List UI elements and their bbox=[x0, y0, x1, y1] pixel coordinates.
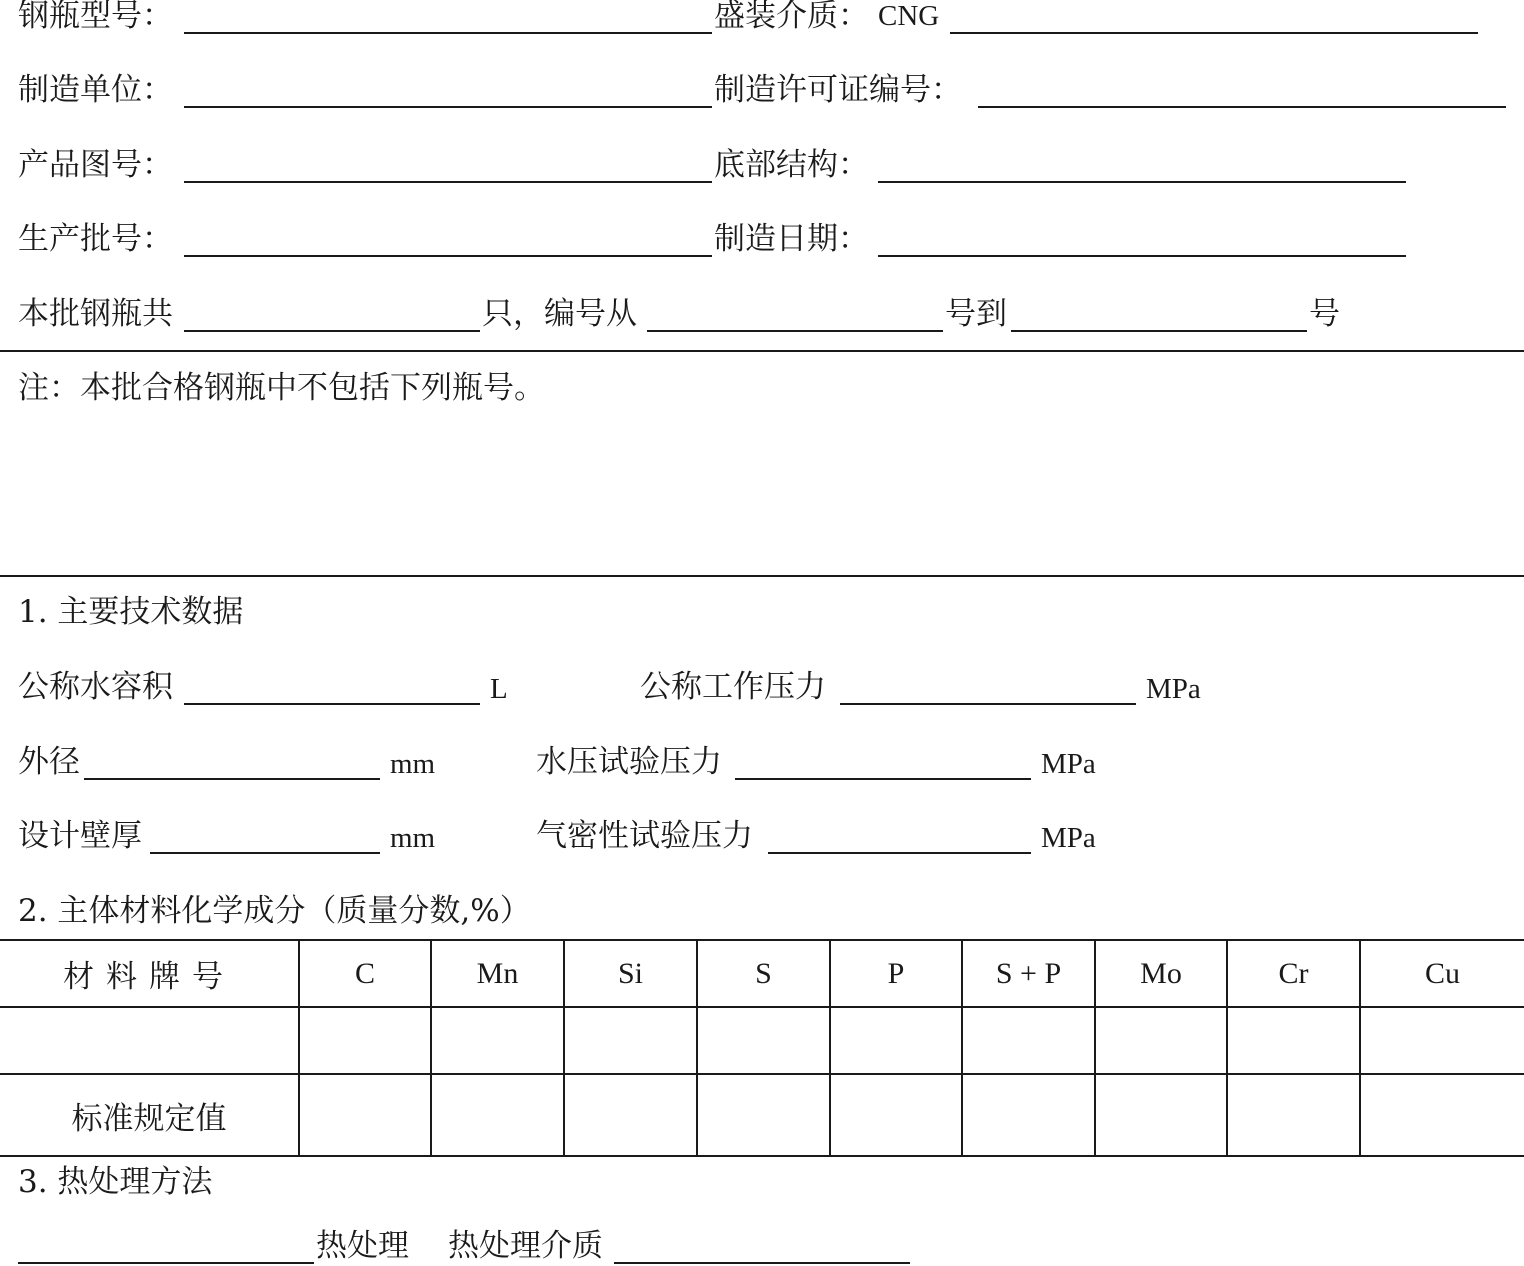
std-cr[interactable] bbox=[1227, 1074, 1360, 1156]
license-field[interactable] bbox=[978, 106, 1506, 108]
drawing-no-label: 产品图号： bbox=[18, 147, 173, 183]
header-c: C bbox=[299, 940, 431, 1007]
license-label: 制造许可证编号： bbox=[714, 72, 962, 108]
chemical-composition-table bbox=[0, 939, 1524, 1157]
header-cu: Cu bbox=[1360, 940, 1524, 1007]
header-p: P bbox=[830, 940, 962, 1007]
batch-count-prefix: 本批钢瓶共 bbox=[18, 296, 173, 332]
cell-p[interactable] bbox=[830, 1007, 962, 1074]
nominal-volume-field[interactable] bbox=[184, 703, 480, 705]
manufacturer-label: 制造单位： bbox=[18, 72, 173, 108]
cell-s-plus-p[interactable] bbox=[962, 1007, 1095, 1074]
excluded-serials-area[interactable] bbox=[18, 412, 1508, 562]
batch-count-mid: 只，编号从 bbox=[482, 296, 637, 332]
medium-field[interactable] bbox=[950, 32, 1478, 34]
std-mo[interactable] bbox=[1095, 1074, 1227, 1156]
std-si[interactable] bbox=[564, 1074, 697, 1156]
batch-count-suffix: 号 bbox=[1309, 296, 1340, 332]
hydro-test-field[interactable] bbox=[735, 778, 1031, 780]
cylinder-model-label: 钢瓶型号： bbox=[18, 0, 173, 34]
serial-to-field[interactable] bbox=[1011, 330, 1307, 332]
std-cu[interactable] bbox=[1360, 1074, 1524, 1156]
section2-title: 2. 主体材料化学成分（质量分数,%） bbox=[18, 893, 531, 929]
header-material-grade: 材料牌号 bbox=[0, 940, 299, 1007]
cell-c[interactable] bbox=[299, 1007, 431, 1074]
std-s[interactable] bbox=[697, 1074, 830, 1156]
cell-material-grade[interactable] bbox=[0, 1007, 299, 1074]
outer-diameter-unit: mm bbox=[390, 748, 436, 780]
serial-from-field[interactable] bbox=[647, 330, 943, 332]
leak-test-field[interactable] bbox=[768, 852, 1031, 854]
table-header-row bbox=[0, 940, 1524, 1007]
header-si: Si bbox=[564, 940, 697, 1007]
divider-top bbox=[0, 350, 1524, 352]
heat-medium-label: 热处理介质 bbox=[448, 1228, 603, 1264]
header-s-plus-p: S + P bbox=[962, 940, 1095, 1007]
outer-diameter-field[interactable] bbox=[84, 778, 380, 780]
medium-label: 盛装介质： bbox=[714, 0, 869, 34]
header-s: S bbox=[697, 940, 830, 1007]
heat-treatment-label: 热处理 bbox=[316, 1228, 409, 1264]
cell-cr[interactable] bbox=[1227, 1007, 1360, 1074]
section1-title: 1. 主要技术数据 bbox=[18, 594, 244, 630]
std-mn[interactable] bbox=[431, 1074, 564, 1156]
leak-test-unit: MPa bbox=[1041, 822, 1096, 854]
divider-middle bbox=[0, 575, 1524, 577]
cylinder-model-field[interactable] bbox=[184, 32, 712, 34]
batch-no-label: 生产批号： bbox=[18, 221, 173, 257]
note-text: 注：本批合格钢瓶中不包括下列瓶号。 bbox=[18, 370, 545, 406]
wall-thickness-unit: mm bbox=[390, 822, 436, 854]
working-pressure-unit: MPa bbox=[1146, 673, 1201, 705]
table-row-measured bbox=[0, 1007, 1524, 1074]
drawing-no-field[interactable] bbox=[184, 181, 712, 183]
std-p[interactable] bbox=[830, 1074, 962, 1156]
cell-s[interactable] bbox=[697, 1007, 830, 1074]
batch-no-field[interactable] bbox=[184, 255, 712, 257]
header-mo: Mo bbox=[1095, 940, 1227, 1007]
nominal-volume-unit: L bbox=[490, 673, 508, 705]
manufacturer-field[interactable] bbox=[184, 106, 712, 108]
working-pressure-label: 公称工作压力 bbox=[640, 669, 826, 705]
section3-title: 3. 热处理方法 bbox=[18, 1164, 213, 1200]
batch-count-field[interactable] bbox=[184, 330, 480, 332]
row-label-standard: 标准规定值 bbox=[0, 1074, 299, 1156]
hydro-test-label: 水压试验压力 bbox=[536, 744, 722, 780]
std-c[interactable] bbox=[299, 1074, 431, 1156]
hydro-test-unit: MPa bbox=[1041, 748, 1096, 780]
wall-thickness-label: 设计壁厚 bbox=[18, 818, 142, 854]
nominal-volume-label: 公称水容积 bbox=[18, 669, 173, 705]
medium-value: CNG bbox=[878, 0, 940, 32]
manufacture-date-field[interactable] bbox=[878, 255, 1406, 257]
table-row-standard bbox=[0, 1074, 1524, 1156]
cell-mn[interactable] bbox=[431, 1007, 564, 1074]
std-s-plus-p[interactable] bbox=[962, 1074, 1095, 1156]
cell-si[interactable] bbox=[564, 1007, 697, 1074]
cell-mo[interactable] bbox=[1095, 1007, 1227, 1074]
header-mn: Mn bbox=[431, 940, 564, 1007]
working-pressure-field[interactable] bbox=[840, 703, 1136, 705]
manufacture-date-label: 制造日期： bbox=[714, 221, 869, 257]
batch-count-to: 号到 bbox=[945, 296, 1007, 332]
wall-thickness-field[interactable] bbox=[150, 852, 380, 854]
outer-diameter-label: 外径 bbox=[18, 744, 80, 780]
bottom-structure-field[interactable] bbox=[878, 181, 1406, 183]
leak-test-label: 气密性试验压力 bbox=[536, 818, 753, 854]
bottom-structure-label: 底部结构： bbox=[714, 147, 869, 183]
header-cr: Cr bbox=[1227, 940, 1360, 1007]
cell-cu[interactable] bbox=[1360, 1007, 1524, 1074]
